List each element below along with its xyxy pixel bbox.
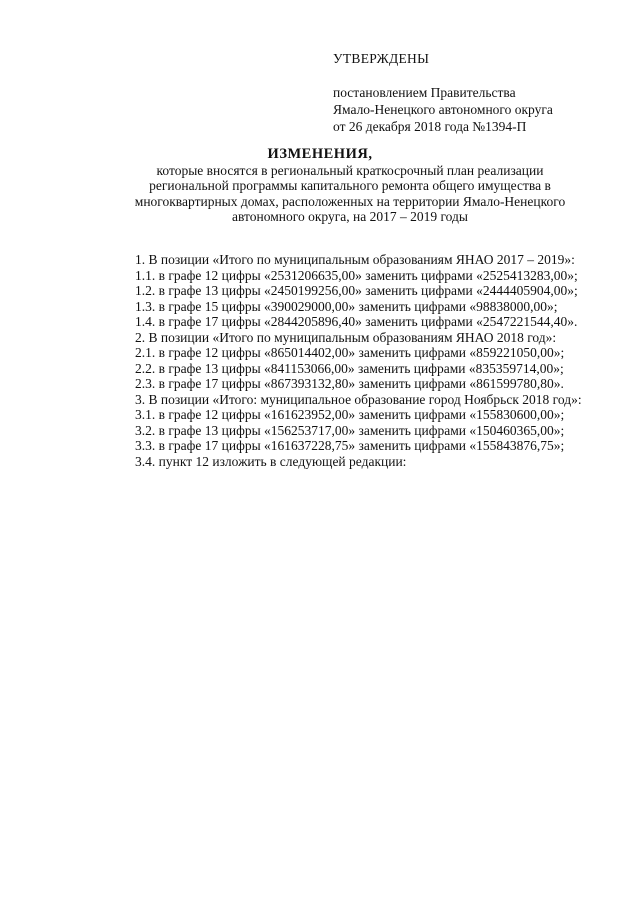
change-item-3-2: 3.2. в графе 13 цифры «156253717,00» заменить цифрами «150460365,00»; (135, 422, 565, 438)
change-item-2-3: 2.3. в графе 17 цифры «867393132,80» заменить цифрами «861599780,80». (135, 376, 564, 391)
subtitle-line-1: которые вносятся в региональный краткосрочный план реализации (156, 163, 544, 178)
approval-block (333, 50, 613, 135)
document-subtitle (120, 163, 580, 224)
change-item-3-3: 3.3. в графе 17 цифры «161637228,75» заменить цифрами «155843876,75»; (135, 438, 565, 453)
document-title: ИЗМЕНЕНИЯ, (267, 146, 373, 162)
change-item-1-2: 1.2. в графе 13 цифры «2450199256,00» заменить цифрами «2444405904,00»; (135, 283, 578, 298)
approval-line-1: постановлением Правительства (333, 85, 516, 100)
change-item-3-4: 3.4. пункт 12 изложить в следующей редакции: (135, 453, 407, 469)
approval-heading: УТВЕРЖДЕНЫ (333, 51, 430, 66)
change-item-3: 3. В позиции «Итого: муниципальное образование город Ноябрьск 2018 год»: (135, 391, 582, 407)
subtitle-line-4: автономного округа, на 2017 – 2019 годы (232, 208, 468, 224)
change-item-1: 1. В позиции «Итого по муниципальным образованиям ЯНАО 2017 – 2019»: (135, 252, 575, 267)
change-item-1-1: 1.1. в графе 12 цифры «2531206635,00» заменить цифрами «2525413283,00»; (135, 267, 578, 283)
change-item-1-4: 1.4. в графе 17 цифры «2844205896,40» заменить цифрами «2547221544,40». (135, 314, 578, 329)
change-item-1-3: 1.3. в графе 15 цифры «390029000,00» заменить цифрами «98838000,00»; (135, 298, 558, 314)
approval-line-3: от 26 декабря 2018 года №1394-П (333, 119, 527, 134)
change-item-3-1: 3.1. в графе 12 цифры «161623952,00» заменить цифрами «155830600,00»; (135, 407, 565, 422)
subtitle-line-2: региональной программы капитального ремонта общего имущества в (149, 178, 551, 194)
subtitle-line-3: многоквартирных домах, расположенных на территории Ямало-Ненецкого (134, 193, 566, 209)
approval-line-2: Ямало-Ненецкого автономного округа (333, 102, 553, 117)
change-item-2-1: 2.1. в графе 12 цифры «865014402,00» заменить цифрами «859221050,00»; (135, 345, 565, 360)
change-item-2-2: 2.2. в графе 13 цифры «841153066,00» заменить цифрами «835359714,00»; (135, 360, 564, 376)
change-item-2: 2. В позиции «Итого по муниципальным образованиям ЯНАО 2018 год»: (135, 329, 557, 345)
changes-list (97, 252, 603, 469)
